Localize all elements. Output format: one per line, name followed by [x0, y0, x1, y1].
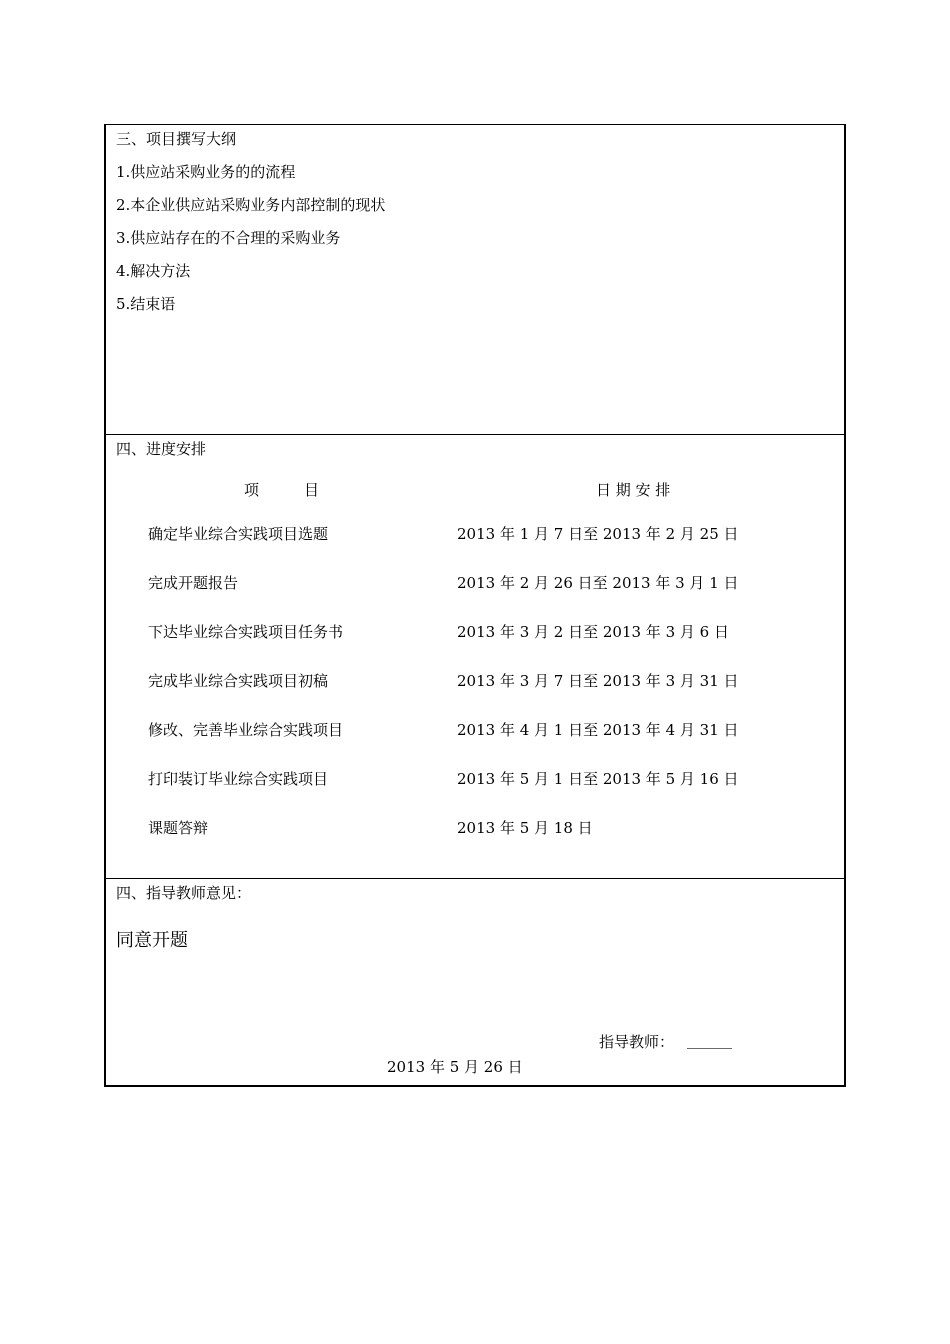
schedule-item: 完成毕业综合实践项目初稿: [148, 672, 329, 690]
advisor-opinion-heading: 四、指导教师意见：: [116, 884, 252, 902]
schedule-item: 课题答辩: [148, 819, 209, 837]
advisor-signature-label: 指导教师：: [599, 1033, 675, 1051]
schedule-heading: 四、进度安排: [116, 440, 207, 458]
outline-item: 4.解决方法: [116, 262, 191, 280]
form-table: [104, 124, 846, 1087]
advisor-signature-blank: ______: [687, 1031, 732, 1049]
schedule-section: [106, 435, 844, 879]
schedule-date: 2013 年 4 月 1 日至 2013 年 4 月 31 日: [457, 721, 739, 739]
outline-item: 5.结束语: [116, 295, 176, 313]
schedule-item: 修改、完善毕业综合实践项目: [148, 721, 344, 739]
outline-item: 1.供应站采购业务的的流程: [116, 163, 296, 181]
schedule-date: 2013 年 5 月 18 日: [457, 819, 593, 837]
schedule-date: 2013 年 3 月 2 日至 2013 年 3 月 6 日: [457, 623, 729, 641]
outline-item: 3.供应站存在的不合理的采购业务: [116, 229, 341, 247]
schedule-date: 2013 年 1 月 7 日至 2013 年 2 月 25 日: [457, 525, 739, 543]
outline-item: 2.本企业供应站采购业务内部控制的现状: [116, 196, 386, 214]
schedule-item: 打印装订毕业综合实践项目: [148, 770, 329, 788]
outline-section: [106, 125, 844, 435]
schedule-date: 2013 年 2 月 26 日至 2013 年 3 月 1 日: [457, 574, 739, 592]
advisor-opinion-section: [106, 879, 844, 1085]
schedule-item: 确定毕业综合实践项目选题: [148, 525, 329, 543]
column-header-date: 日 期 安 排: [596, 481, 671, 499]
schedule-item: 下达毕业综合实践项目任务书: [148, 623, 344, 641]
schedule-item: 完成开题报告: [148, 574, 239, 592]
advisor-opinion-text: 同意开题: [116, 930, 188, 951]
column-header-item: 项 目: [244, 481, 320, 499]
schedule-date: 2013 年 5 月 1 日至 2013 年 5 月 16 日: [457, 770, 739, 788]
schedule-date: 2013 年 3 月 7 日至 2013 年 3 月 31 日: [457, 672, 739, 690]
outline-heading: 三、项目撰写大纲: [116, 130, 237, 148]
opinion-date: 2013 年 5 月 26 日: [387, 1058, 523, 1076]
